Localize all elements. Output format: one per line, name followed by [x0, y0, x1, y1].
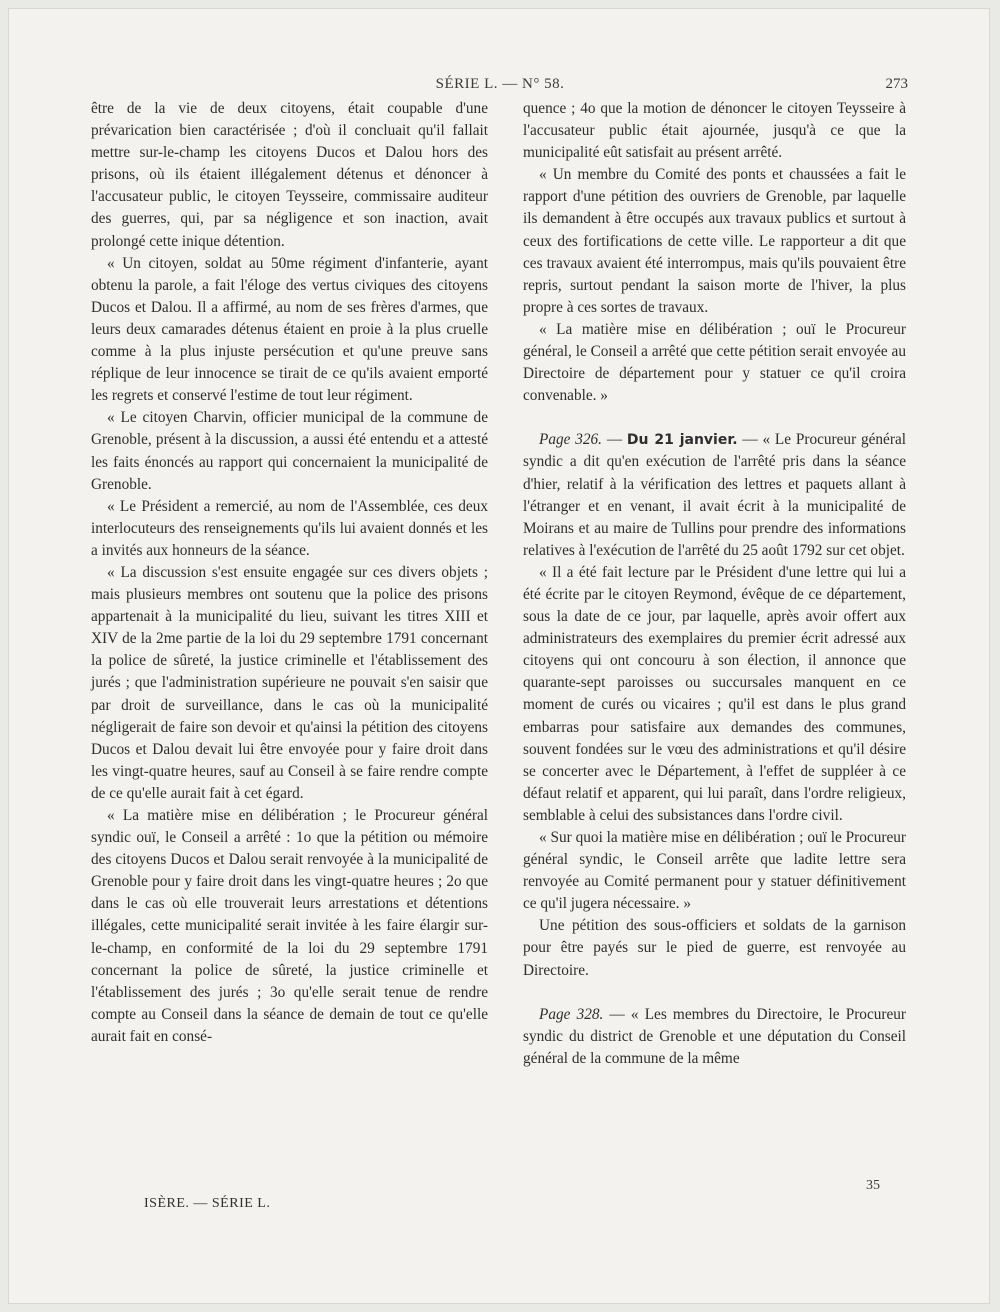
page-number: 273 [885, 76, 908, 92]
paragraph-text: « Les membres du Directoire, le Procureur syndic du district de Grenoble et une députation du Conseil général de la commune de la même [523, 1005, 907, 1067]
paragraph: Page 326. — Du 21 janvier. — « Le Procureur général syndic a dit qu'en exécution de l'arrêté pris dans la séance d'hier, relatif à la vérification des lettres et paquets allant à l'étranger et en venant, il avait écrit à la municipalité de Moirans et au maire de Tullins pour prendre des informations relatives à l'exécution de l'arrêté du 25 août 1792 sur cet objet. [523, 431, 906, 559]
paragraph: « Un membre du Comité des ponts et chaussées a fait le rapport d'une pétition des ouvriers de Grenoble, par laquelle ils demandent à être occupés aux travaux publics et surtout à ceux des fortifications de cette ville. Le rapporteur a dit que ces travaux avaient été interrompus, mais qu'ils pouvaient être repris, surtout pendant la saison morte de l'hiver, la plus propre à ces sortes de travaux. [523, 166, 906, 316]
paragraph: Une pétition des sous-officiers et soldats de la garnison pour être payés sur le pied de guerre, est renvoyée au Directoire. [523, 917, 906, 979]
page-reference: Page 326. [539, 431, 603, 449]
paragraph: « Le citoyen Charvin, officier municipal de la commune de Grenoble, présent à la discussion, a aussi été entendu et a attesté les faits énoncés au rapport qui concernaient la municipalité de Grenoble. [91, 409, 488, 493]
left-column [91, 98, 488, 1048]
paragraph-text: « Le Procureur général syndic a dit qu'en exécution de l'arrêté pris dans la séance d'hier, relatif à la vérification des lettres et paquets allant à l'étranger et en venant, il avait écrit à la municipalité de Moirans et au maire de Tullins pour prendre des informations relatives à l'exécution de l'arrêté du 25 août 1792 sur cet objet. [523, 431, 906, 559]
footer-title: ISÈRE. — SÉRIE L. [144, 1196, 271, 1211]
right-column [523, 98, 906, 1070]
paragraph: « La discussion s'est ensuite engagée sur ces divers objets ; mais plusieurs membres ont soutenu que la police des prisons appartenait à la municipalité du lieu, suivant les titres XIII et XIV de la 2me partie de la loi du 29 septembre 1791 concernant la police de sûreté, la justice criminelle et l'établissement des jurés ; que l'administration supérieure ne pouvait s'en saisir que par droit de surveillance, dans le cas où la municipalité négligerait de faire son devoir et qu'ainsi la pétition des citoyens Ducos et Dalou devait lui être envoyée pour y faire droit dans les vingt-quatre heures, sauf au Conseil à se faire rendre compte de ce qu'elle aurait fait à cet égard. [91, 563, 488, 802]
paragraph: quence ; 4o que la motion de dénoncer le citoyen Teysseire à l'accusateur public était ajournée, jusqu'à ce que la municipalité eût satisfait au présent arrêté. [523, 100, 906, 162]
signature-number: 35 [866, 1178, 880, 1193]
page-reference: Page 328. [539, 1005, 604, 1023]
paragraph: Page 328. — « Les membres du Directoire, le Procureur syndic du district de Grenoble et une députation du Conseil général de la commune de la même [523, 1005, 907, 1067]
running-head: SÉRIE L. — N° 58. [435, 76, 565, 92]
paragraph: « Sur quoi la matière mise en délibération ; ouï le Procureur général syndic, le Conseil arrête que ladite lettre sera renvoyée au Comité permanent pour y statuer définitivement ce qu'il jugera nécessaire. » [523, 829, 906, 913]
paragraph: « La matière mise en délibération ; ouï le Procureur général, le Conseil a arrêté que cette pétition serait envoyée au Directoire de département pour y statuer ce qu'il croira convenable. » [523, 320, 906, 405]
paragraph: être de la vie de deux citoyens, était coupable d'une prévarication bien caractérisée ; d'où il concluait qu'il fallait mettre sur-le-champ les citoyens Ducos et Dalou hors des prisons, où ils étaient illégalement détenus et dénoncer à l'accusateur public, le citoyen Teysseire, commissaire auditeur des guerres, qui, par sa négligence et son inaction, avait prolongé cette inique détention. [91, 100, 488, 250]
date-heading: Du 21 janvier. [626, 432, 738, 449]
paragraph: « Il a été fait lecture par le Président d'une lettre qui lui a été écrite par le citoyen Reymond, évêque de ce département, sous la date de ce jour, par laquelle, après avoir offert aux administrateurs des exemplaires du premier écrit adressé aux citoyens qui ont concouru à son élection, il annonce que quarante-sept paroisses ou succursales manquent en ce moment de curés ou vicaires ; qu'il est dans le plus grand embarras pour satisfaire aux demandes des communes, souvent fondées sur le vœu des administrations et qu'il désire se concerter avec le Département, à l'effet de suppléer à ce défaut relatif et apparent, qui lui paraît, dans l'ordre religieux, semblable à celui des subsistances dans l'ordre civil. [523, 563, 906, 824]
paragraph: « Un citoyen, soldat au 50me régiment d'infanterie, ayant obtenu la parole, a fait l'éloge des vertus civiques des citoyens Ducos et Dalou. Il a affirmé, au nom de ses frères d'armes, que leurs deux camarades détenus étaient en proie à la plus cruelle comme à la plus injuste persécution et qu'une preuve sans réplique de leur innocence se tirait de ce qu'ils avaient emporté les regrets et conservé l'estime de tout leur régiment. [91, 254, 488, 405]
paragraph: « La matière mise en délibération ; le Procureur général syndic ouï, le Conseil a arrêté : 1o que la pétition ou mémoire des citoyens Ducos et Dalou serait renvoyée à la municipalité de Grenoble pour y faire droit dans les vingt-quatre heures ; 2o que dans le cas où elle trouverait leurs arrestations et détentions illégales, cette municipalité serait invitée à les faire élargir sur-le-champ, en conformité de la loi du 29 septembre 1791 concernant la police de sûreté, la justice criminelle et l'établissement des jurés ; 3o qu'elle serait tenue de rendre compte au Conseil dans la séance de demain de tout ce qu'elle aurait fait en consé- [91, 807, 488, 1045]
paragraph: « Le Président a remercié, au nom de l'Assemblée, ces deux interlocuteurs des renseignements qu'ils lui avaient donnés et les a invités aux honneurs de la séance. [91, 497, 488, 559]
